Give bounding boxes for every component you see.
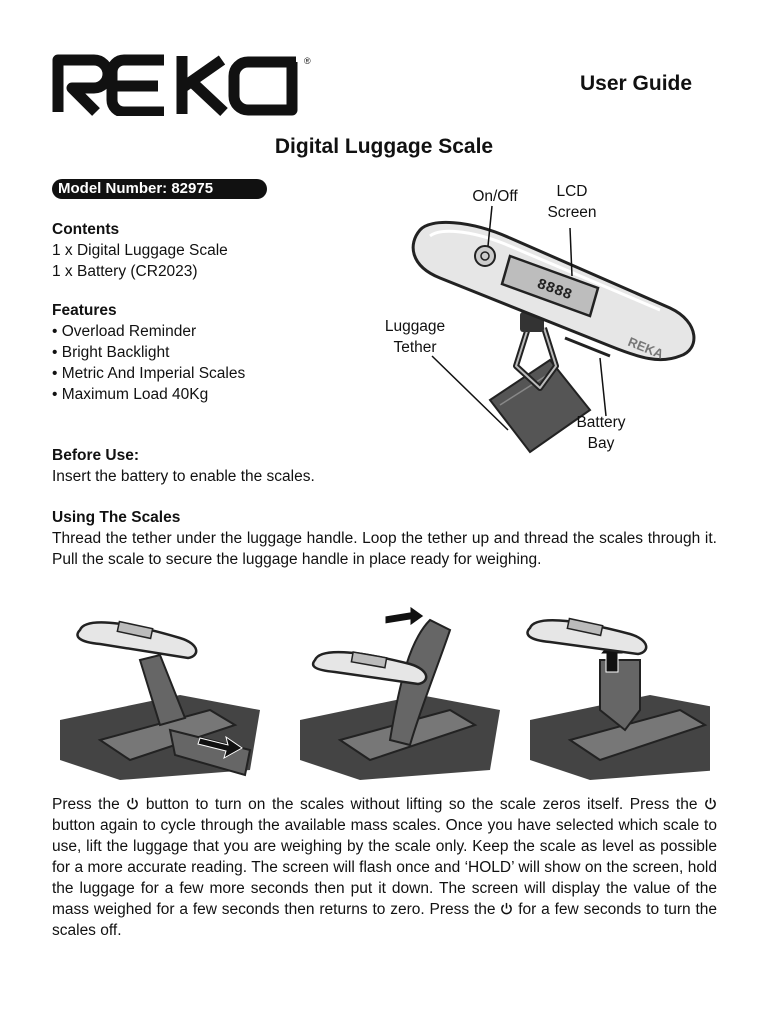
callout-text: Screen: [547, 204, 597, 221]
using-text: Thread the tether under the luggage handle. Loop the tether up and thread the scales through it. Pull the scale to secure the luggage handle in place ready for weighing.: [52, 530, 717, 568]
callout-text: LCD: [556, 183, 588, 200]
step-3-illustration: [527, 619, 710, 780]
operation-text-part: button again to cycle through the available mass scales. Once you have selected which scale to use, lift the luggage that you are weighing by the scale only. Keep the scale as level as possible for a more accurate reading. The screen will flash once and ‘HOLD’ will show on the screen, hold the luggage for a few more seconds then put it down. The screen will display the value of the mass weighed for a few seconds then returns to zero. Press the: [52, 817, 717, 918]
registered-mark: ®: [304, 56, 311, 66]
features-heading: Features: [52, 302, 117, 319]
features-section: [52, 300, 245, 405]
feature-item: • Maximum Load 40Kg: [52, 386, 209, 403]
callout-line: [600, 358, 606, 416]
callout-text: Luggage: [384, 318, 446, 335]
feature-item: • Overload Reminder: [52, 323, 197, 340]
model-number-badge: Model Number: 82975: [52, 179, 267, 199]
power-icon: [126, 797, 139, 810]
contents-item: 1 x Digital Luggage Scale: [52, 242, 228, 259]
feature-item: • Bright Backlight: [52, 344, 170, 361]
callout-lcd-screen: [538, 181, 606, 223]
callout-text: Battery: [576, 414, 626, 431]
callout-text: Bay: [587, 435, 615, 452]
device-logo-text: REKA: [625, 334, 666, 362]
callout-battery-bay: [566, 412, 636, 454]
before-use-heading: Before Use:: [52, 447, 139, 464]
callout-line: [432, 356, 508, 430]
operation-section: [52, 794, 717, 941]
step-2-illustration: [300, 606, 500, 780]
usage-steps-illustration: [60, 600, 710, 780]
operation-text-part: Press the: [52, 796, 120, 813]
power-button-shape: [475, 246, 495, 266]
operation-text: [52, 794, 717, 941]
operation-text-part: button to turn on the scales without lifting so the scale zeros itself. Press the: [145, 796, 698, 813]
using-section: [52, 507, 717, 570]
contents-heading: Contents: [52, 221, 120, 238]
callout-luggage-tether: [370, 316, 460, 358]
callout-text: On/Off: [472, 188, 518, 205]
step-1-illustration: [60, 622, 260, 780]
feature-item: • Metric And Imperial Scales: [52, 365, 246, 382]
using-heading: Using The Scales: [52, 509, 181, 526]
callout-on-off: [462, 186, 528, 207]
before-use-section: [52, 445, 315, 487]
guide-title: User Guide: [580, 72, 693, 95]
svg-text:8888: 8888: [534, 275, 575, 305]
contents-item: 1 x Battery (CR2023): [52, 263, 198, 280]
contents-section: [52, 219, 228, 282]
power-icon: [704, 797, 717, 810]
callout-text: Tether: [393, 339, 437, 356]
reka-logo: [52, 54, 314, 116]
operation-text-part: for a few seconds to turn the scales off.: [52, 901, 717, 939]
power-icon: [500, 902, 513, 915]
before-use-text: Insert the battery to enable the scales.: [52, 468, 315, 485]
document-title: Digital Luggage Scale: [274, 135, 494, 158]
